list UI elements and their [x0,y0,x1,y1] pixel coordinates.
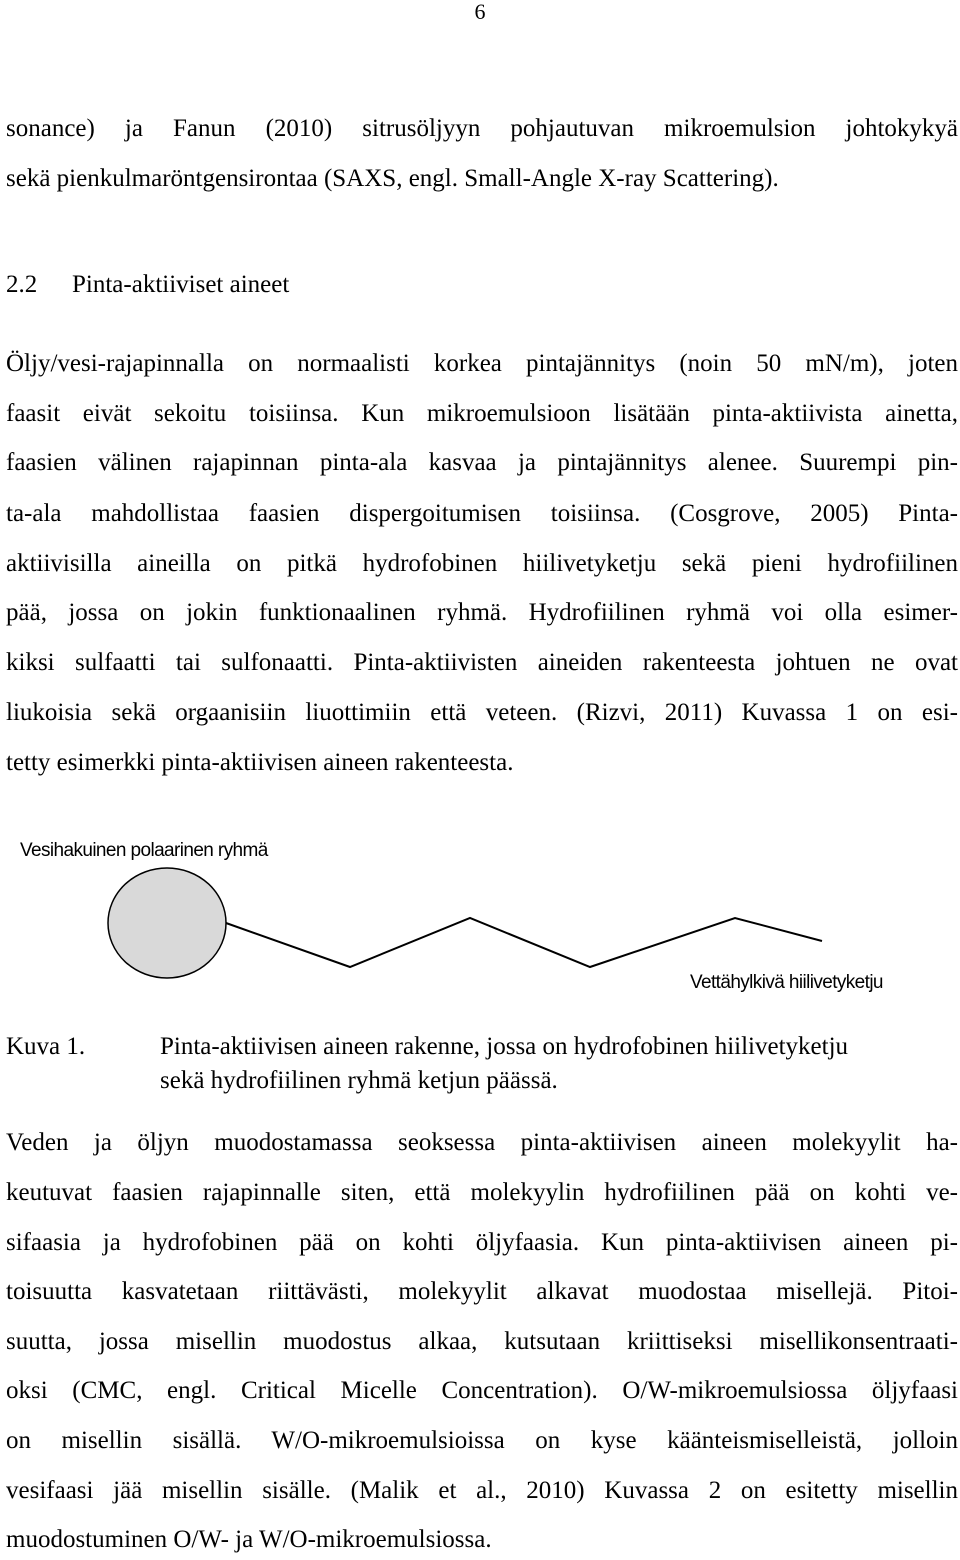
page-number: 6 [474,0,486,24]
hydrocarbon-chain [226,918,822,967]
text-line: ta-ala mahdollistaa faasien dispergoitumisen toisiinsa. (Cosgrove, 2005) Pinta- [6,500,958,527]
figure-caption-label: Kuva 1. [6,1033,86,1060]
text-line: faasien välinen rajapinnan pinta-ala kasvaa ja pintajännitys alenee. Suurempi pin- [6,449,958,476]
hydrophilic-head-label: Vesihakuinen polaarinen ryhmä [20,840,268,861]
text-line: Öljy/vesi-rajapinnalla on normaalisti korkea pintajännitys (noin 50 mN/m), joten [6,350,958,377]
hydrophilic-head-shape [108,868,226,978]
text-line: toisuutta kasvatetaan riittävästi, molekyylit alkavat muodostaa misellejä. Pitoi- [6,1278,958,1305]
text-line: faasit eivät sekoitu toisiinsa. Kun mikroemulsioon lisätään pinta-aktiivista ainetta, [6,400,958,427]
text-line: tetty esimerkki pinta-aktiivisen aineen rakenteesta. [6,749,514,776]
text-line: muodostuminen O/W- ja W/O-mikroemulsiossa. [6,1526,492,1553]
text-line: oksi (CMC, engl. Critical Micelle Concentration). O/W-mikroemulsiossa öljyfaasi [6,1377,958,1404]
text-line: liukoisia sekä orgaanisiin liuottimiin että veteen. (Rizvi, 2011) Kuvassa 1 on esi- [6,699,958,726]
section-heading [6,270,289,300]
text-line: keutuvat faasien rajapinnalle siten, että molekyylin hydrofiilinen pää on kohti ve- [6,1179,958,1206]
text-line: sifaasia ja hydrofobinen pää on kohti öljyfaasia. Kun pinta-aktiivisen aineen pi- [6,1229,958,1256]
section-number: 2.2 [6,271,38,298]
text-line: sekä pienkulmaröntgensirontaa (SAXS, engl. Small-Angle X-ray Scattering). [6,165,779,192]
section-title: Pinta-aktiiviset aineet [72,271,290,298]
text-line: pää, jossa on jokin funktionaalinen ryhmä. Hydrofiilinen ryhmä voi olla esimer- [6,599,958,626]
caption-line: Pinta-aktiivisen aineen rakenne, jossa on hydrofobinen hiilivetyketju [160,1033,849,1060]
text-line: aktiivisilla aineilla on pitkä hydrofobinen hiilivetyketju sekä pieni hydrofiilinen [6,550,958,577]
text-line: suutta, jossa misellin muodostus alkaa, kutsutaan kriittiseksi misellikonsentraati- [6,1328,958,1355]
text-line: vesifaasi jää misellin sisälle. (Malik et al., 2010) Kuvassa 2 on esitetty misellin [6,1477,958,1504]
figure-caption [160,1030,958,1098]
text-line: Veden ja öljyn muodostamassa seoksessa pinta-aktiivisen aineen molekyylit ha- [6,1129,958,1156]
text-line: kiksi sulfaatti tai sulfonaatti. Pinta-aktiivisten aineiden rakenteesta johtuen ne ovat [6,649,958,676]
text-line: sonance) ja Fanun (2010) sitrusöljyyn pohjautuvan mikroemulsion johtokykyä [6,115,958,142]
caption-line: sekä hydrofiilinen ryhmä ketjun päässä. [160,1067,558,1094]
hydrophobic-tail-label: Vettähylkivä hiilivetyketju [690,972,883,993]
text-line: on misellin sisällä. W/O-mikroemulsioissa on kyse käänteismiselleistä, jolloin [6,1427,958,1454]
